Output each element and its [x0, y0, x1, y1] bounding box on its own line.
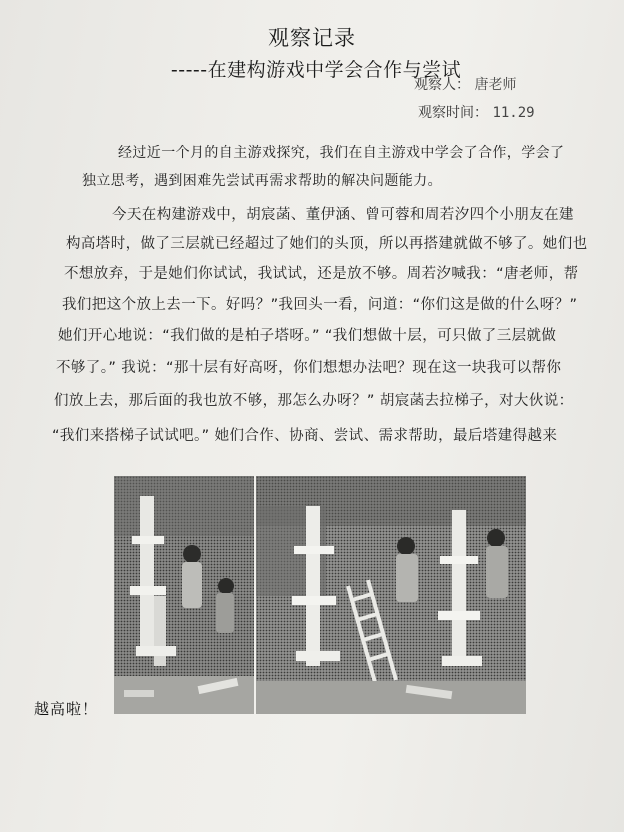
paragraph1-line: 经过近一个月的自主游戏探究，我们在自主游戏中学会了合作，学会了 — [118, 145, 565, 161]
paragraph2-line: 们放上去，那后面的我也放不够，那怎么办呀？” 胡宸菡去拉梯子，对大伙说： — [54, 393, 574, 409]
paragraph2-line: “我们来搭梯子试试吧。” 她们合作、协商、尝试、需求帮助，最后塔建得越来 — [52, 428, 558, 444]
paragraph2-line: 构高塔时，做了三层就已经超过了她们的头顶，所以再搭建就做不够了。她们也 — [66, 236, 588, 252]
document-title: 观察记录 — [268, 26, 356, 50]
paragraph2-line: 不够了。” 我说：“那十层有好高呀，你们想想办法吧？现在这一块我可以帮你 — [56, 360, 562, 376]
observer-line — [414, 74, 516, 94]
time-label: 观察时间： — [418, 105, 488, 121]
document-subtitle: -----在建构游戏中学会合作与尝试 — [170, 59, 462, 81]
paragraph2-line: 我们把这个放上去一下。好吗？”我回头一看，问道：“你们这是做的什么呀？” — [62, 297, 578, 313]
observer-value: 唐老师 — [474, 77, 517, 93]
closing-text: 越高啦！ — [34, 700, 99, 718]
paragraph2-line: 不想放弃，于是她们你试试，我试试，还是放不够。周若汐喊我：“唐老师，帮 — [64, 266, 579, 282]
time-line — [418, 102, 535, 122]
paragraph2-line: 她们开心地说：“我们做的是柏子塔呀。” “我们想做十层，可只做了三层就做 — [58, 328, 557, 344]
paragraph1-line: 独立思考，遇到困难先尝试再需求帮助的解决问题能力。 — [82, 173, 442, 189]
block-tower-photo-right — [256, 476, 526, 714]
time-value: 11.29 — [492, 105, 535, 121]
observer-label: 观察人： — [414, 77, 470, 93]
paragraph2-line: 今天在构建游戏中，胡宸菡、董伊涵、曾可蓉和周若汐四个小朋友在建 — [112, 207, 574, 223]
block-tower-photo-left — [114, 476, 254, 714]
